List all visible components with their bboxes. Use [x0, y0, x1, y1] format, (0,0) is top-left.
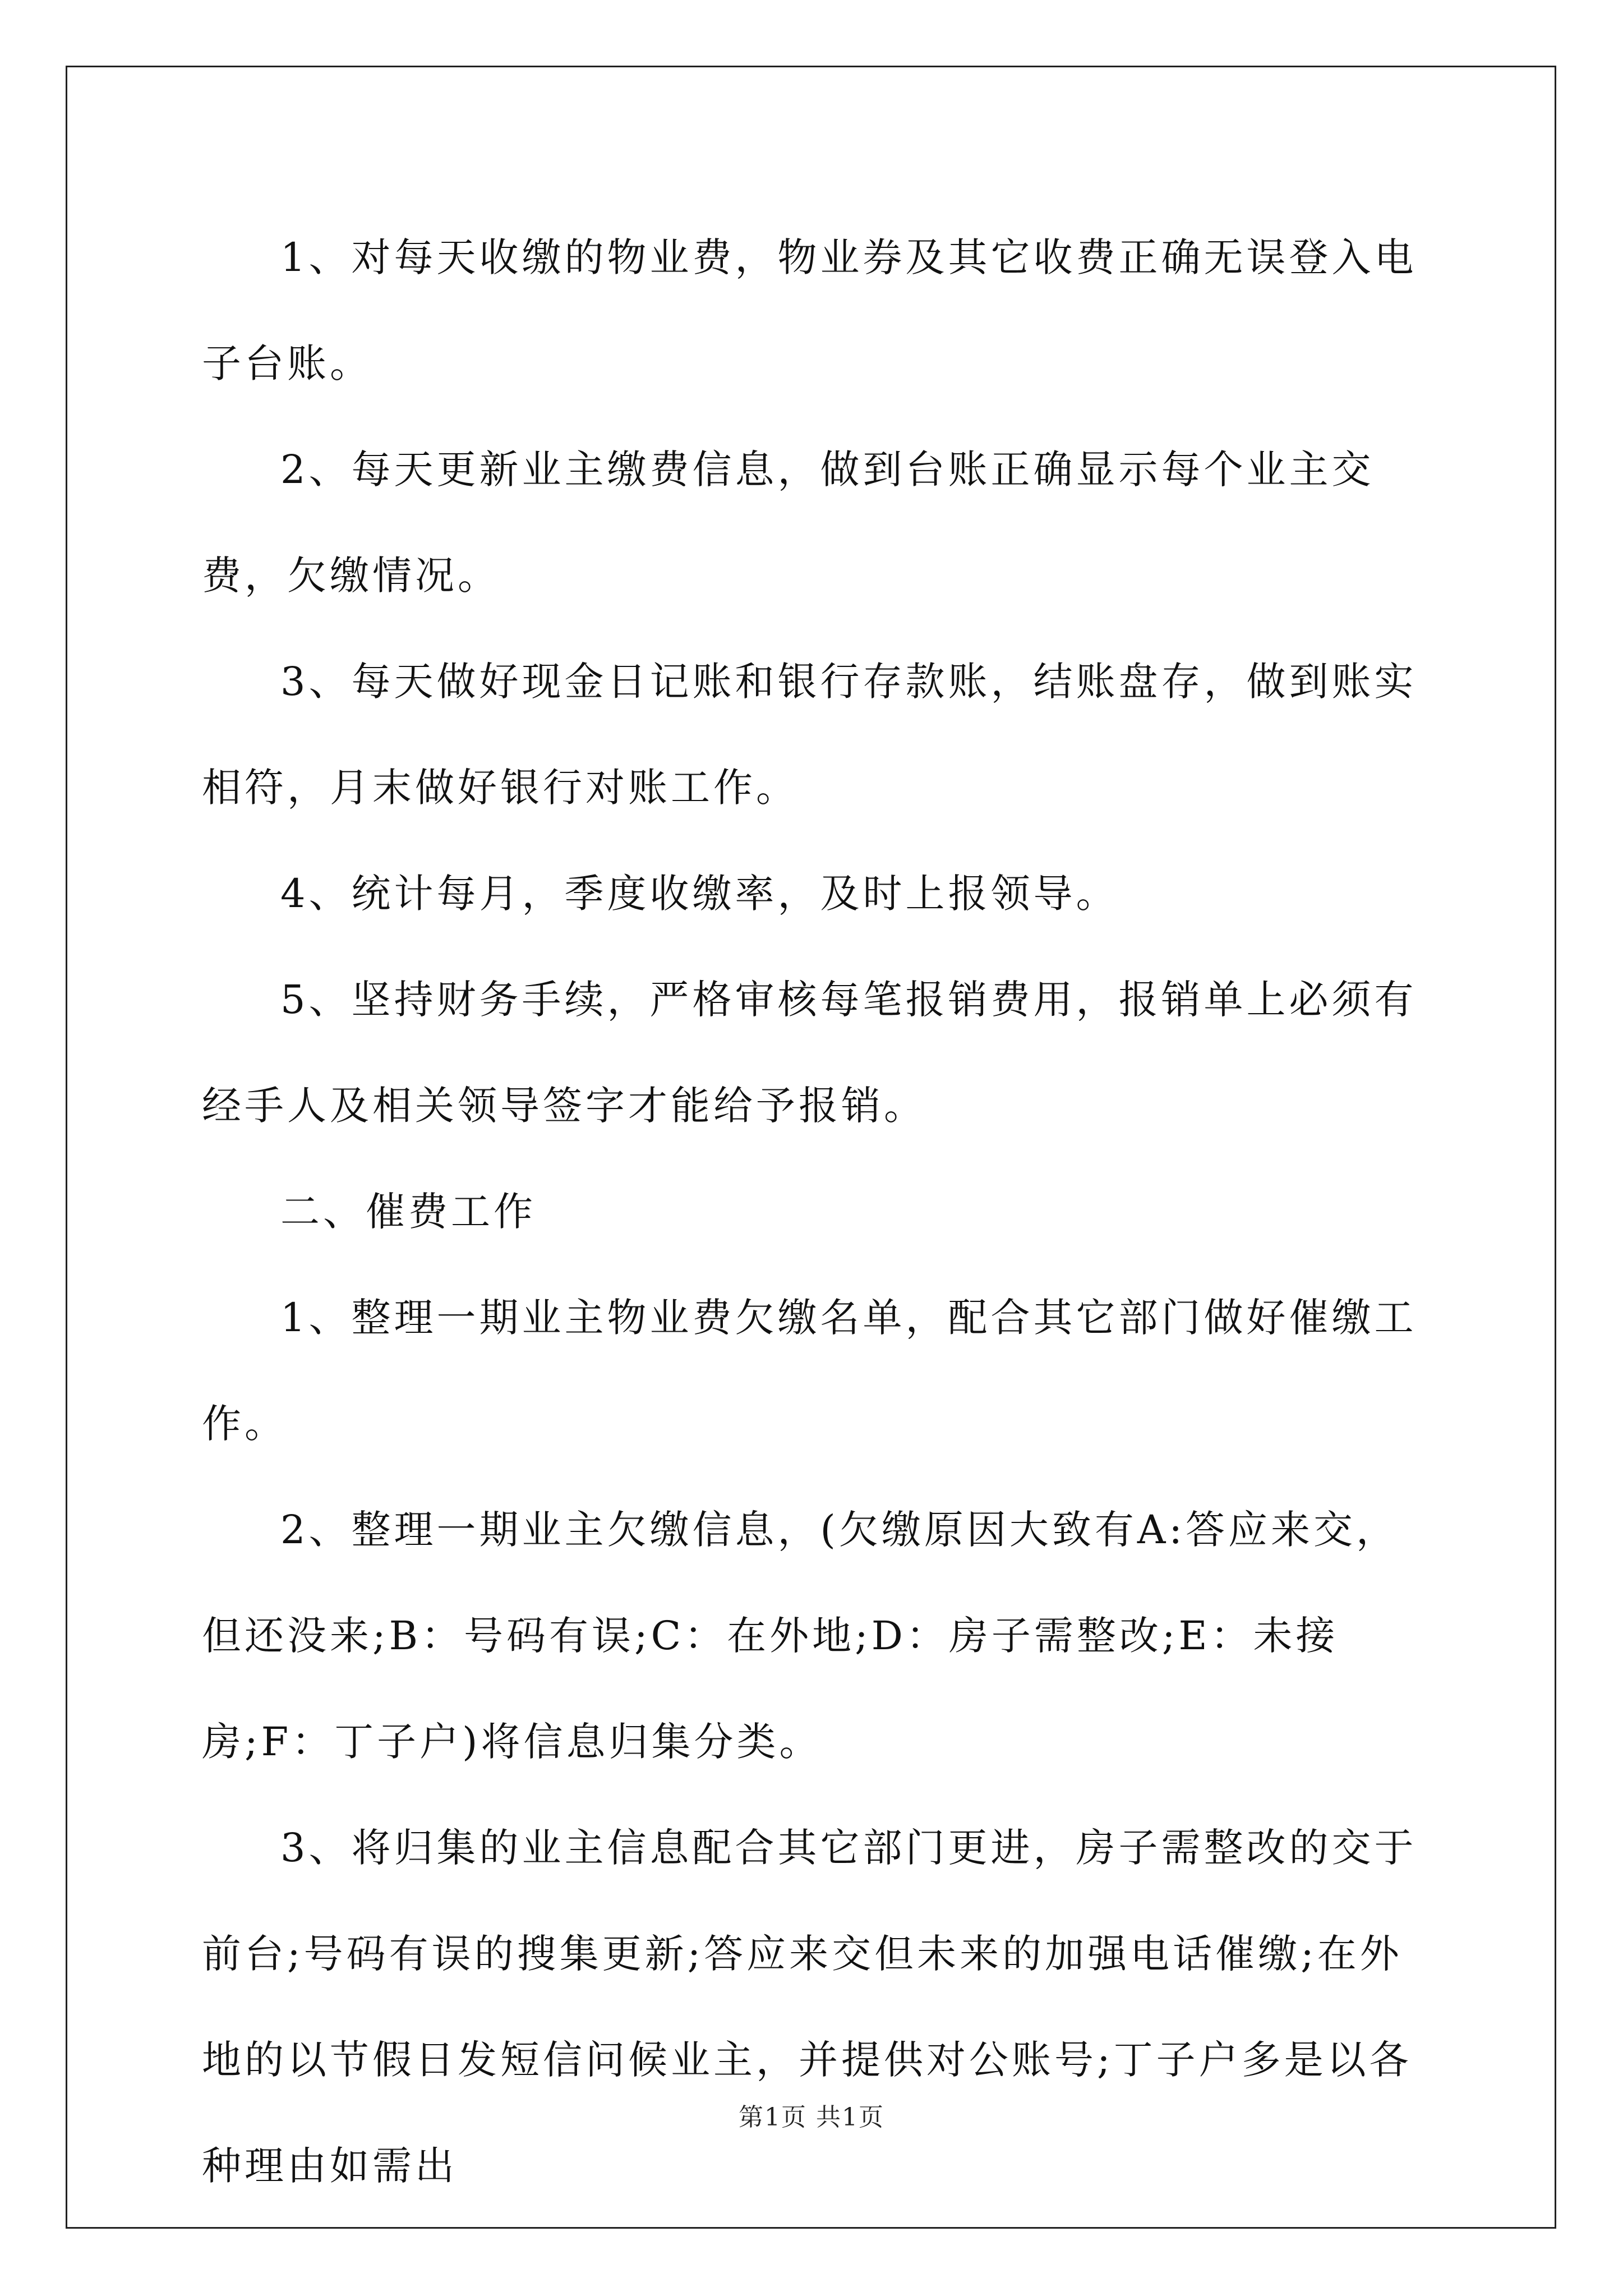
paragraph-1: 1、对每天收缴的物业费，物业券及其它收费正确无误登入电子台账。	[202, 234, 1417, 386]
paragraph-8: 3、将归集的业主信息配合其它部门更进，房子需整改的交于前台;号码有误的搜集更新;答应来交但未来的加强电话催缴;在外地的以节假日发短信问候业主，并提供对公账号;丁子户多是以各种理由如需出	[202, 1825, 1417, 2189]
page-footer: 第1页 共1页	[739, 2103, 884, 2132]
paragraph-6: 1、整理一期业主物业费欠缴名单，配合其它部门做好催缴工作。	[202, 1295, 1417, 1447]
section-heading: 二、催费工作	[280, 1189, 536, 1235]
paragraph-5: 5、坚持财务手续，严格审核每笔报销费用，报销单上必须有经手人及相关领导签字才能给予报销。	[202, 977, 1417, 1129]
paragraph-4: 4、统计每月，季度收缴率，及时上报领导。	[280, 871, 1119, 917]
paragraph-3: 3、每天做好现金日记账和银行存款账，结账盘存，做到账实相符，月末做好银行对账工作。	[202, 659, 1417, 811]
document-body	[202, 205, 1424, 2219]
paragraph-7: 2、整理一期业主欠缴信息，(欠缴原因大致有A:答应来交，但还没来;B：号码有误;C：在外地;D：房子需整改;E：未接房;F：丁子户)将信息归集分类。	[202, 1507, 1399, 1765]
paragraph-2: 2、每天更新业主缴费信息，做到台账正确显示每个业主交费，欠缴情况。	[202, 447, 1375, 599]
